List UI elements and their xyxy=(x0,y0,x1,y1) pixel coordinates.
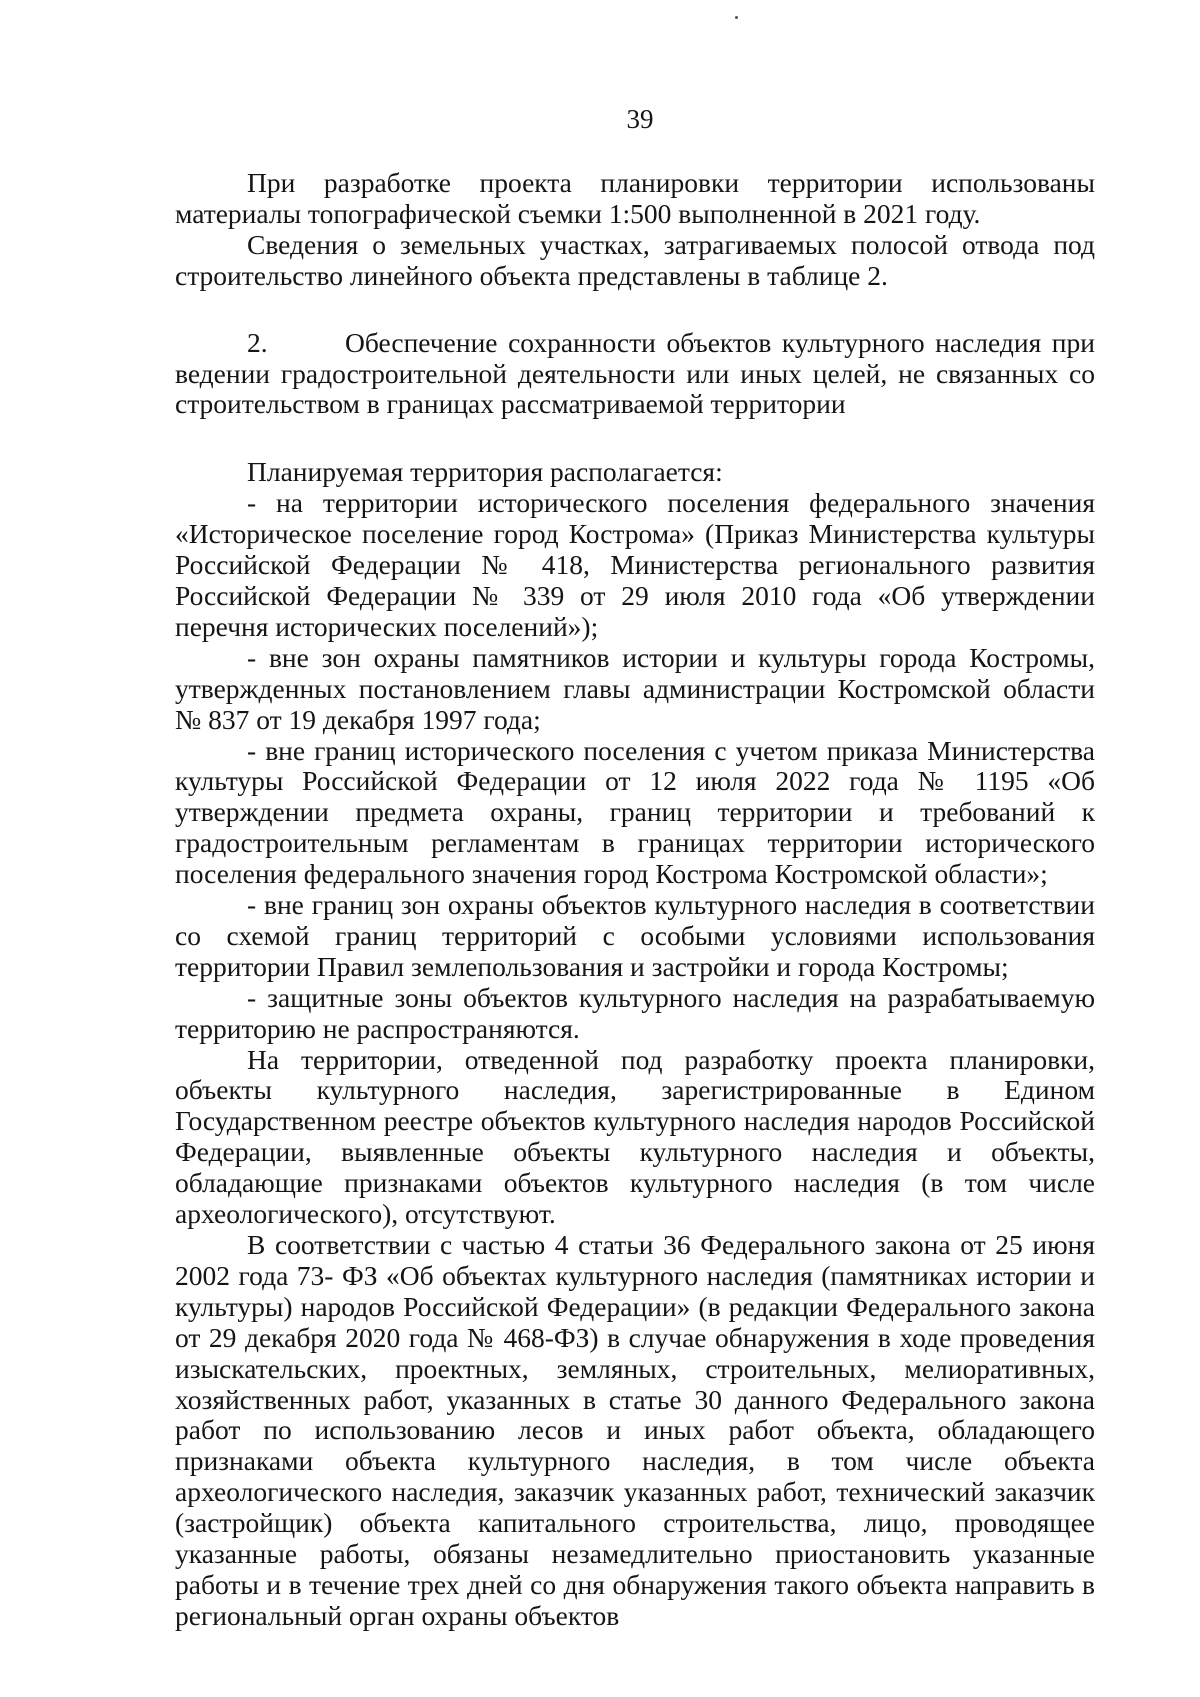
scan-speck xyxy=(735,16,738,19)
paragraph-territory-intro: Планируемая территория располагается: xyxy=(247,456,723,488)
list-item-protective-zones: - защитные зоны объектов культурного наследия на разрабатываемую территорию не распространяются. xyxy=(175,981,1095,1044)
spacer xyxy=(175,420,1095,457)
list-item-outside-protection-zones: - вне зон охраны памятников истории и культуры города Костромы, утвержденных постановлением главы администрации Костромской области № 837 от 19 декабря 1997 года; xyxy=(175,641,1095,735)
page-number: 39 xyxy=(626,104,654,134)
section-number: 2. xyxy=(247,326,268,358)
paragraph-land-plots: Сведения о земельных участках, затрагиваемых полосой отвода под строительство линейного объекта представлены в таблице 2. xyxy=(175,228,1095,291)
spacer xyxy=(175,292,1095,328)
paragraph-federal-law: В соответствии с частью 4 статьи 36 Федерального закона от 25 июня 2002 года 73- ФЗ «Об объектах культурного наследия (памятниках истории и культуры) народов Российской Федерации» (в редакции Федерального закона от 29 декабря 2020 года № 468-ФЗ) в случае обнаружения в ходе проведения изыскательских, проектных, земляных, строительных, мелиоративных, хозяйственных работ, указанных в статье 30 данного Федерального закона работ по использованию лесов и иных работ объекта, обладающего признаками объекта культурного наследия, в том числе объекта археологического наследия, заказчик указанных работ, технический заказчик (застройщик) объекта капитального строительства, лицо, проводящее указанные работы, обязаны незамедлительно приостановить указанные работы и в течение трех дней со дня обнаружения такого объекта направить в региональный орган охраны объектов xyxy=(175,1229,1095,1631)
document-body xyxy=(175,168,1095,1632)
section-heading xyxy=(175,328,1095,421)
list-item-outside-settlement-borders: - вне границ исторического поселения с учетом приказа Министерства культуры Российской Федерации от 12 июля 2022 года № 1195 «Об утверждении предмета охраны, границ территории и требований к градостроительным регламентам в границах территории исторического поселения федерального значения город Кострома Костромской области»; xyxy=(175,734,1095,890)
paragraph-topography: При разработке проекта планировки территории использованы материалы топографической съемки 1:500 выполненной в 2021 году. xyxy=(175,167,1095,229)
paragraph-no-heritage-objects: На территории, отведенной под разработку проекта планировки, объекты культурного наследия, зарегистрированные в Едином Государственном реестре объектов культурного наследия народов Российской Федерации, выявленные объекты культурного наследия и объекты, обладающие признаками объектов культурного наследия (в том числе археологического), отсутствуют. xyxy=(175,1043,1095,1230)
list-item-historic-settlement: - на территории исторического поселения федерального значения «Историческое поселение город Кострома» (Приказ Министерства культуры Российской Федерации № 418, Министерства регионального развития Российской Федерации № 339 от 29 июля 2010 года «Об утверждении перечня исторических поселений»); xyxy=(175,487,1095,642)
section-title: Обеспечение сохранности объектов культурного наследия при ведении градостроительной деятельности или иных целей, не связанных со строительством в границах рассматриваемой территории xyxy=(175,326,1095,420)
list-item-outside-heritage-zones: - вне границ зон охраны объектов культурного наследия в соответствии со схемой границ территорий с особыми условиями использования территории Правил землепользования и застройки и города Костромы; xyxy=(175,889,1095,982)
